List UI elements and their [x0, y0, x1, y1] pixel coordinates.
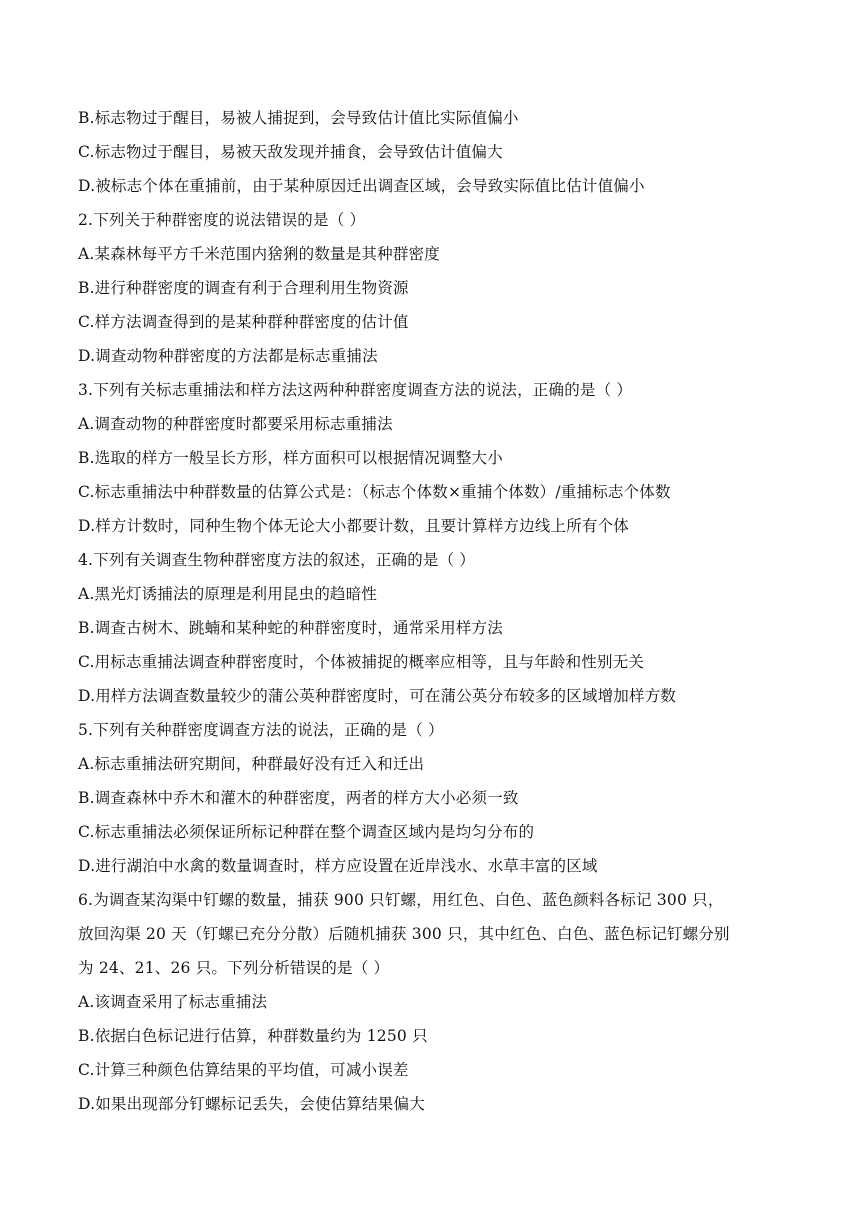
- text-line: C.标志重捕法中种群数量的估算公式是：（标志个体数×重捕个体数）/重捕标志个体数: [78, 483, 671, 501]
- text-line: D.调查动物种群密度的方法都是标志重捕法: [78, 347, 378, 365]
- text-line: D.样方计数时，同种生物个体无论大小都要计数，且要计算样方边线上所有个体: [78, 517, 630, 535]
- text-line: D.如果出现部分钉螺标记丢失，会使估算结果偏大: [78, 1095, 425, 1113]
- text-line: D.被标志个体在重捕前，由于某种原因迁出调查区域，会导致实际值比估计值偏小: [78, 177, 645, 195]
- text-line: B.标志物过于醒目，易被人捕捉到，会导致估计值比实际值偏小: [78, 109, 519, 127]
- text-line: 放回沟渠 20 天（钉螺已充分分散）后随机捕获 300 只，其中红色、白色、蓝色标记钉螺分别: [78, 925, 730, 943]
- text-line: C.计算三种颜色估算结果的平均值，可减小误差: [78, 1061, 409, 1079]
- text-line: C.标志物过于醒目，易被天敌发现并捕食，会导致估计值偏大: [78, 143, 503, 161]
- text-line: A.调查动物的种群密度时都要采用标志重捕法: [78, 415, 393, 433]
- text-line: B.选取的样方一般呈长方形，样方面积可以根据情况调整大小: [78, 449, 503, 467]
- text-line: B.调查森林中乔木和灌木的种群密度，两者的样方大小必须一致: [78, 789, 519, 807]
- text-line: 5.下列有关种群密度调查方法的说法，正确的是（ ）: [78, 721, 444, 739]
- text-line: 4.下列有关调查生物种群密度方法的叙述，正确的是（ ）: [78, 551, 476, 569]
- text-line: B.依据白色标记进行估算，种群数量约为 1250 只: [78, 1027, 428, 1045]
- text-line: B.进行种群密度的调查有利于合理利用生物资源: [78, 279, 409, 297]
- text-line: C.用标志重捕法调查种群密度时，个体被捕捉的概率应相等，且与年龄和性别无关: [78, 653, 645, 671]
- text-line: C.样方法调查得到的是某种群种群密度的估计值: [78, 313, 409, 331]
- text-line: A.某森林每平方千米范围内猞猁的数量是其种群密度: [78, 245, 440, 263]
- text-line: 6.为调查某沟渠中钉螺的数量，捕获 900 只钉螺，用红色、白色、蓝色颜料各标记 300 只，: [78, 891, 724, 909]
- text-line: 为 24、21、26 只。下列分析错误的是（ ）: [78, 959, 390, 977]
- text-line: D.用样方法调查数量较少的蒲公英种群密度时，可在蒲公英分布较多的区域增加样方数: [78, 687, 677, 705]
- text-line: A.标志重捕法研究期间，种群最好没有迁入和迁出: [78, 755, 425, 773]
- text-line: C.标志重捕法必须保证所标记种群在整个调查区域内是均匀分布的: [78, 823, 535, 841]
- question-text-block: [78, 101, 798, 1121]
- text-line: A.该调查采用了标志重捕法: [78, 993, 268, 1011]
- text-line: 2.下列关于种群密度的说法错误的是（ ）: [78, 211, 366, 229]
- text-line: A.黑光灯诱捕法的原理是利用昆虫的趋暗性: [78, 585, 378, 603]
- text-line: D.进行湖泊中水禽的数量调查时，样方应设置在近岸浅水、水草丰富的区域: [78, 857, 598, 875]
- text-line: B.调查古树木、跳蝻和某种蛇的种群密度时，通常采用样方法: [78, 619, 503, 637]
- text-line: 3.下列有关标志重捕法和样方法这两种种群密度调查方法的说法，正确的是（ ）: [78, 381, 633, 399]
